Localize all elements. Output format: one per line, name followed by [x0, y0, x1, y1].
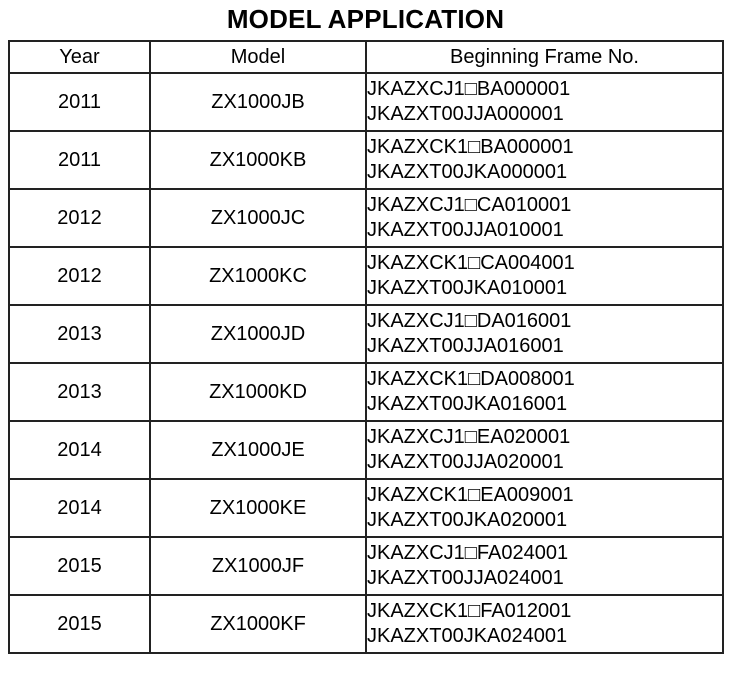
page-title: MODEL APPLICATION — [226, 4, 505, 34]
table-row — [9, 189, 723, 247]
frame-number: JKAZXCK1□CA004001 — [367, 252, 575, 274]
model-cell: ZX1000KD — [150, 363, 366, 421]
frame-cell — [366, 363, 723, 421]
frame-number: JKAZXT00JJA016001 — [367, 335, 564, 357]
model-cell: ZX1000KB — [150, 131, 366, 189]
frame-number: JKAZXCJ1□DA016001 — [367, 310, 572, 332]
year-cell: 2015 — [9, 537, 150, 595]
year-cell: 2013 — [9, 305, 150, 363]
table-row — [9, 305, 723, 363]
model-cell: ZX1000JE — [150, 421, 366, 479]
frame-cell — [366, 131, 723, 189]
table-row — [9, 247, 723, 305]
table-header-row — [9, 41, 723, 73]
frame-number: JKAZXT00JKA000001 — [367, 161, 568, 183]
frame-cell — [366, 479, 723, 537]
frame-number: JKAZXCJ1□FA024001 — [367, 542, 569, 564]
year-cell: 2013 — [9, 363, 150, 421]
frame-cell — [366, 421, 723, 479]
frame-number: JKAZXCK1□FA012001 — [367, 600, 572, 622]
frame-number: JKAZXCJ1□BA000001 — [367, 78, 571, 100]
model-column-header: Model — [150, 41, 366, 73]
model-cell: ZX1000JB — [150, 73, 366, 131]
frame-number: JKAZXCK1□EA009001 — [367, 484, 574, 506]
year-cell: 2011 — [9, 73, 150, 131]
frame-cell — [366, 537, 723, 595]
table-row — [9, 131, 723, 189]
frame-cell — [366, 247, 723, 305]
model-cell: ZX1000KF — [150, 595, 366, 653]
year-column-header: Year — [9, 41, 150, 73]
model-application-table — [8, 40, 724, 654]
frame-number: JKAZXT00JKA024001 — [367, 625, 568, 647]
table-row — [9, 537, 723, 595]
frame-number: JKAZXT00JKA020001 — [367, 509, 568, 531]
frame-number: JKAZXT00JJA010001 — [367, 219, 564, 241]
frame-cell — [366, 73, 723, 131]
table-row — [9, 363, 723, 421]
model-cell: ZX1000JD — [150, 305, 366, 363]
frame-cell — [366, 305, 723, 363]
frame-number: JKAZXT00JJA020001 — [367, 451, 564, 473]
frame-number: JKAZXT00JKA016001 — [367, 393, 568, 415]
frame-number: JKAZXT00JKA010001 — [367, 277, 568, 299]
frame-number: JKAZXCJ1□CA010001 — [367, 194, 572, 216]
frame-number: JKAZXT00JJA024001 — [367, 567, 564, 589]
year-cell: 2011 — [9, 131, 150, 189]
model-cell: ZX1000KE — [150, 479, 366, 537]
model-cell: ZX1000JC — [150, 189, 366, 247]
frame-number: JKAZXCK1□DA008001 — [367, 368, 575, 390]
year-cell: 2012 — [9, 247, 150, 305]
table-row — [9, 479, 723, 537]
model-cell: ZX1000KC — [150, 247, 366, 305]
frame-number: JKAZXT00JJA000001 — [367, 103, 564, 125]
year-cell: 2012 — [9, 189, 150, 247]
frame-cell — [366, 595, 723, 653]
frame-number: JKAZXCJ1□EA020001 — [367, 426, 571, 448]
year-cell: 2014 — [9, 421, 150, 479]
year-cell: 2014 — [9, 479, 150, 537]
year-cell: 2015 — [9, 595, 150, 653]
model-cell: ZX1000JF — [150, 537, 366, 595]
frame-column-header: Beginning Frame No. — [366, 41, 723, 73]
frame-number: JKAZXCK1□BA000001 — [367, 136, 574, 158]
table-row — [9, 73, 723, 131]
table-row — [9, 595, 723, 653]
frame-cell — [366, 189, 723, 247]
table-row — [9, 421, 723, 479]
